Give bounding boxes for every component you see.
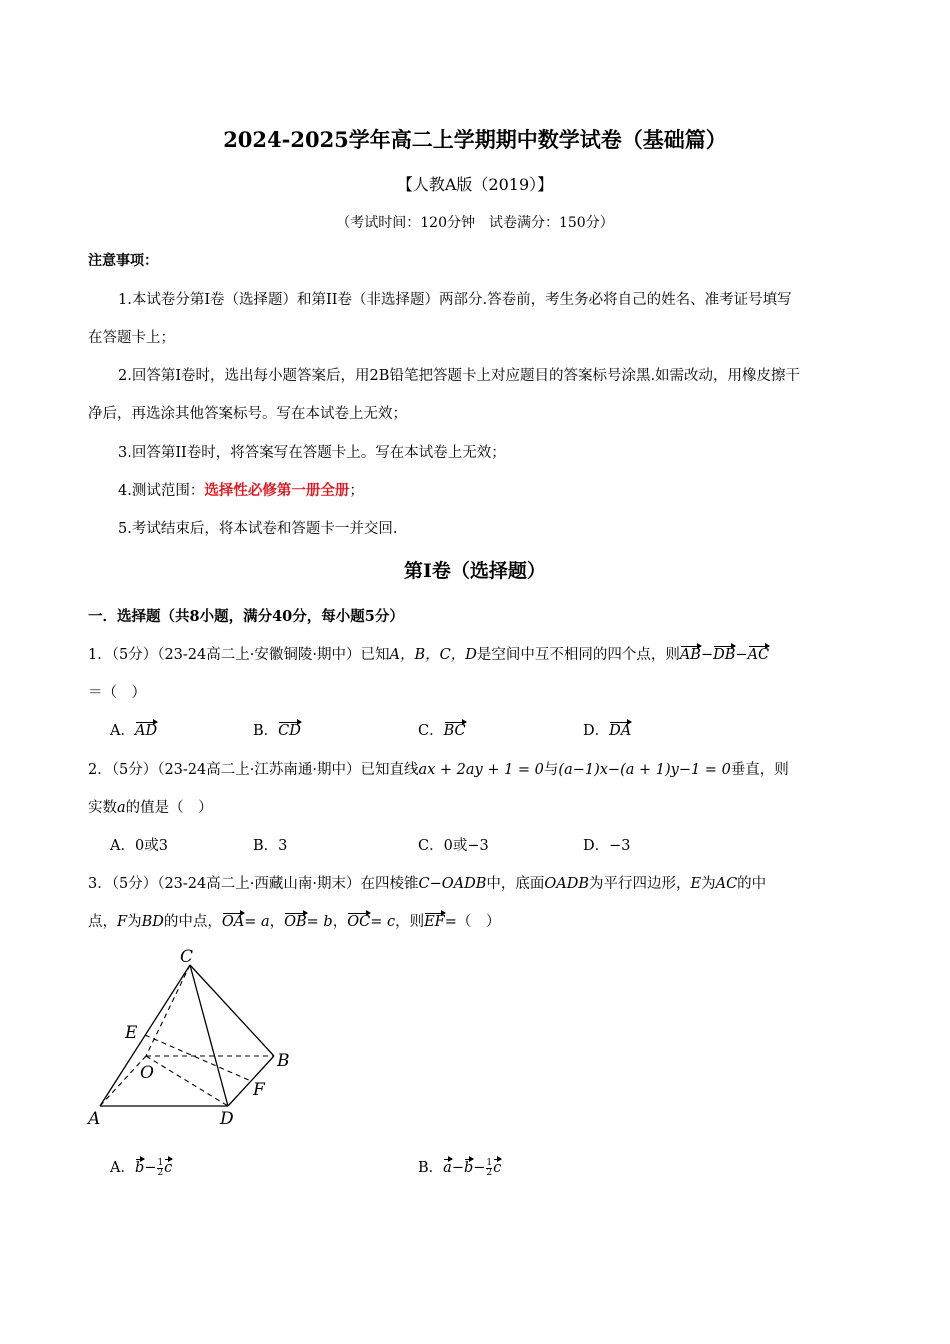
fraction-numerator: 1: [486, 1157, 493, 1168]
notice-item-1: 1.本试卷分第I卷（选择题）和第II卷（非选择题）两部分.答卷前，考生务必将自己的姓名、准考证号填写: [118, 292, 792, 308]
option-label: D．: [583, 723, 610, 739]
q2-option-d[interactable]: [583, 834, 631, 855]
q2-line2-text: 实数: [88, 800, 117, 816]
q3-option-a[interactable]: [110, 1156, 172, 1178]
option-label: C．: [418, 838, 444, 854]
option-text: 0或−3: [443, 838, 489, 854]
q2-conj: 与: [543, 762, 559, 778]
q2-option-a[interactable]: [110, 834, 168, 855]
notice-heading: 注意事项：: [88, 253, 158, 269]
label-o: O: [140, 1063, 154, 1083]
point-f: F: [117, 914, 128, 930]
notice-item-2-cont: 净后，再选涂其他答案标号。写在本试卷上无效；: [88, 406, 407, 422]
q1-points: A，B，C，D: [389, 647, 477, 663]
q3-tail: =（ ）: [444, 914, 501, 930]
q2-stem-text: 2．（5分）（23-24高二上·江苏南通·期中）已知直线: [88, 762, 419, 778]
minus-sign: −: [451, 1160, 464, 1176]
edge-od: [146, 1056, 228, 1106]
label-c: C: [180, 947, 194, 967]
q3-ze: ，则: [395, 914, 425, 930]
line-equation-2: (a−1)x−(a + 1)y−1 = 0: [558, 762, 731, 778]
option-label: A．: [110, 838, 135, 854]
q1-option-d[interactable]: [583, 719, 631, 740]
q3-line2-a: 点，: [88, 914, 117, 930]
q3-stem-text-5: 的中: [737, 876, 767, 892]
variable-a: a: [117, 800, 126, 816]
q1-stem-text-2: 是空间中互不相同的四个点，则: [476, 647, 680, 663]
option-vector: AD: [134, 723, 158, 739]
label-f: F: [253, 1080, 265, 1100]
vector-a: a: [443, 1160, 452, 1176]
vector-b: b: [463, 1160, 474, 1176]
option-label: B．: [253, 723, 279, 739]
label-b: B: [277, 1051, 290, 1071]
option-vector: DA: [609, 723, 632, 739]
vector-oc: OC: [347, 914, 371, 930]
fraction-numerator: 1: [157, 1157, 164, 1168]
q3-stem-text-3: 为平行四边形，: [589, 876, 691, 892]
q2-tail: 垂直，则: [730, 762, 789, 778]
q2-line2-text-2: 的值是（ ）: [125, 800, 213, 816]
vector-c: c: [493, 1160, 502, 1176]
label-e: E: [125, 1023, 138, 1043]
notice-item-4-prefix: 4.测试范围：: [118, 483, 205, 499]
vector-c: c: [164, 1160, 173, 1176]
option-text: 0或3: [134, 838, 168, 854]
notice-item-2: 2.回答第I卷时，选出每小题答案后，用2B铅笔把答题卡上对应题目的答案标号涂黑.如需改动，用橡皮擦干: [118, 368, 801, 384]
minus-sign: −: [700, 647, 714, 663]
base-name: OADB: [544, 876, 589, 892]
edition-label: 【人教A版（2019）】: [396, 175, 554, 194]
fraction-denominator: 2: [157, 1167, 164, 1178]
question-3-line-2: 点，F为BD的中点，OA= a，OB= b，OC= c，则EF=（ ）: [88, 914, 501, 930]
notice-item-4-suffix: ；: [349, 483, 364, 499]
q1-option-c[interactable]: [418, 719, 466, 740]
option-text: 3: [278, 838, 288, 854]
option-vector: CD: [278, 723, 301, 739]
pyramid-name: C−OADB: [418, 876, 487, 892]
vector-oa: OA: [221, 914, 245, 930]
q3-line2-b: 为: [127, 914, 142, 930]
eq-ob: = b: [306, 914, 333, 930]
vector-b: b: [134, 1160, 145, 1176]
q1-stem-text: 1．（5分）（23-24高二上·安徽铜陵·期中）已知: [88, 647, 390, 663]
option-label: A．: [110, 723, 135, 739]
option-label: A．: [110, 1160, 135, 1176]
point-e: E: [690, 876, 702, 892]
option-vector: BC: [443, 723, 466, 739]
notice-item-3: 3.回答第II卷时，将答案写在答题卡上。写在本试卷上无效；: [118, 445, 506, 461]
option-text: −3: [609, 838, 631, 854]
pyramid-figure: [80, 940, 310, 1130]
option-label: B．: [253, 838, 279, 854]
q1-option-b[interactable]: [253, 719, 301, 740]
fraction-denominator: 2: [486, 1167, 493, 1178]
option-label: B．: [418, 1160, 444, 1176]
segment-ac: AC: [715, 876, 738, 892]
exam-info: （考试时间：120分钟 试卷满分：150分）: [336, 215, 614, 231]
q3-line2-c: 的中点，: [163, 914, 222, 930]
minus-sign: −: [735, 647, 748, 663]
question-2-line-2: [88, 796, 213, 817]
question-3-stem: [88, 872, 766, 893]
vector-ab: AB: [679, 647, 701, 663]
vector-ef: EF: [424, 914, 445, 930]
option-label: C．: [418, 723, 444, 739]
vector-ac: AC: [747, 647, 770, 663]
exam-title: 2024-2025学年高二上学期期中数学试卷（基础篇）: [223, 127, 727, 152]
notice-item-4: [118, 479, 364, 500]
notice-item-1-cont: 在答题卡上；: [88, 330, 175, 346]
fraction-half: [157, 1159, 163, 1178]
minus-sign: −: [144, 1160, 157, 1176]
q1-option-a[interactable]: [110, 719, 157, 740]
label-d: D: [220, 1109, 234, 1129]
test-scope: 选择性必修第一册全册: [204, 482, 350, 499]
question-1-line-2: ＝（ ）: [88, 685, 146, 701]
q3-stem-text-2: 中，底面: [486, 876, 545, 892]
segment-ef: [145, 1035, 251, 1081]
q2-option-b[interactable]: [253, 834, 287, 855]
q2-option-c[interactable]: [418, 834, 489, 855]
segment-bd: BD: [141, 914, 164, 930]
q3-stem-text-4: 为: [701, 876, 716, 892]
line-equation-1: ax + 2ay + 1 = 0: [418, 762, 544, 778]
eq-oc: = c: [370, 914, 396, 930]
q3-stem-text: 3．（5分）（23-24高二上·西藏山南·期末）在四棱锥: [88, 876, 419, 892]
vector-db: DB: [713, 647, 736, 663]
minus-sign: −: [473, 1160, 486, 1176]
eq-oa: = a: [244, 914, 270, 930]
vector-ob: OB: [284, 914, 307, 930]
option-label: D．: [583, 838, 610, 854]
notice-item-5: 5.考试结束后，将本试卷和答题卡一并交回.: [118, 521, 398, 537]
question-1-stem: [88, 643, 769, 664]
question-2-stem: [88, 758, 789, 779]
section-title: 第I卷（选择题）: [404, 560, 546, 582]
edge-co: [146, 965, 190, 1056]
q3-option-b[interactable]: [418, 1156, 501, 1178]
part-heading: 一．选择题（共8小题，满分40分，每小题5分）: [88, 608, 404, 625]
label-a: A: [88, 1109, 101, 1129]
fraction-half: [486, 1159, 492, 1178]
